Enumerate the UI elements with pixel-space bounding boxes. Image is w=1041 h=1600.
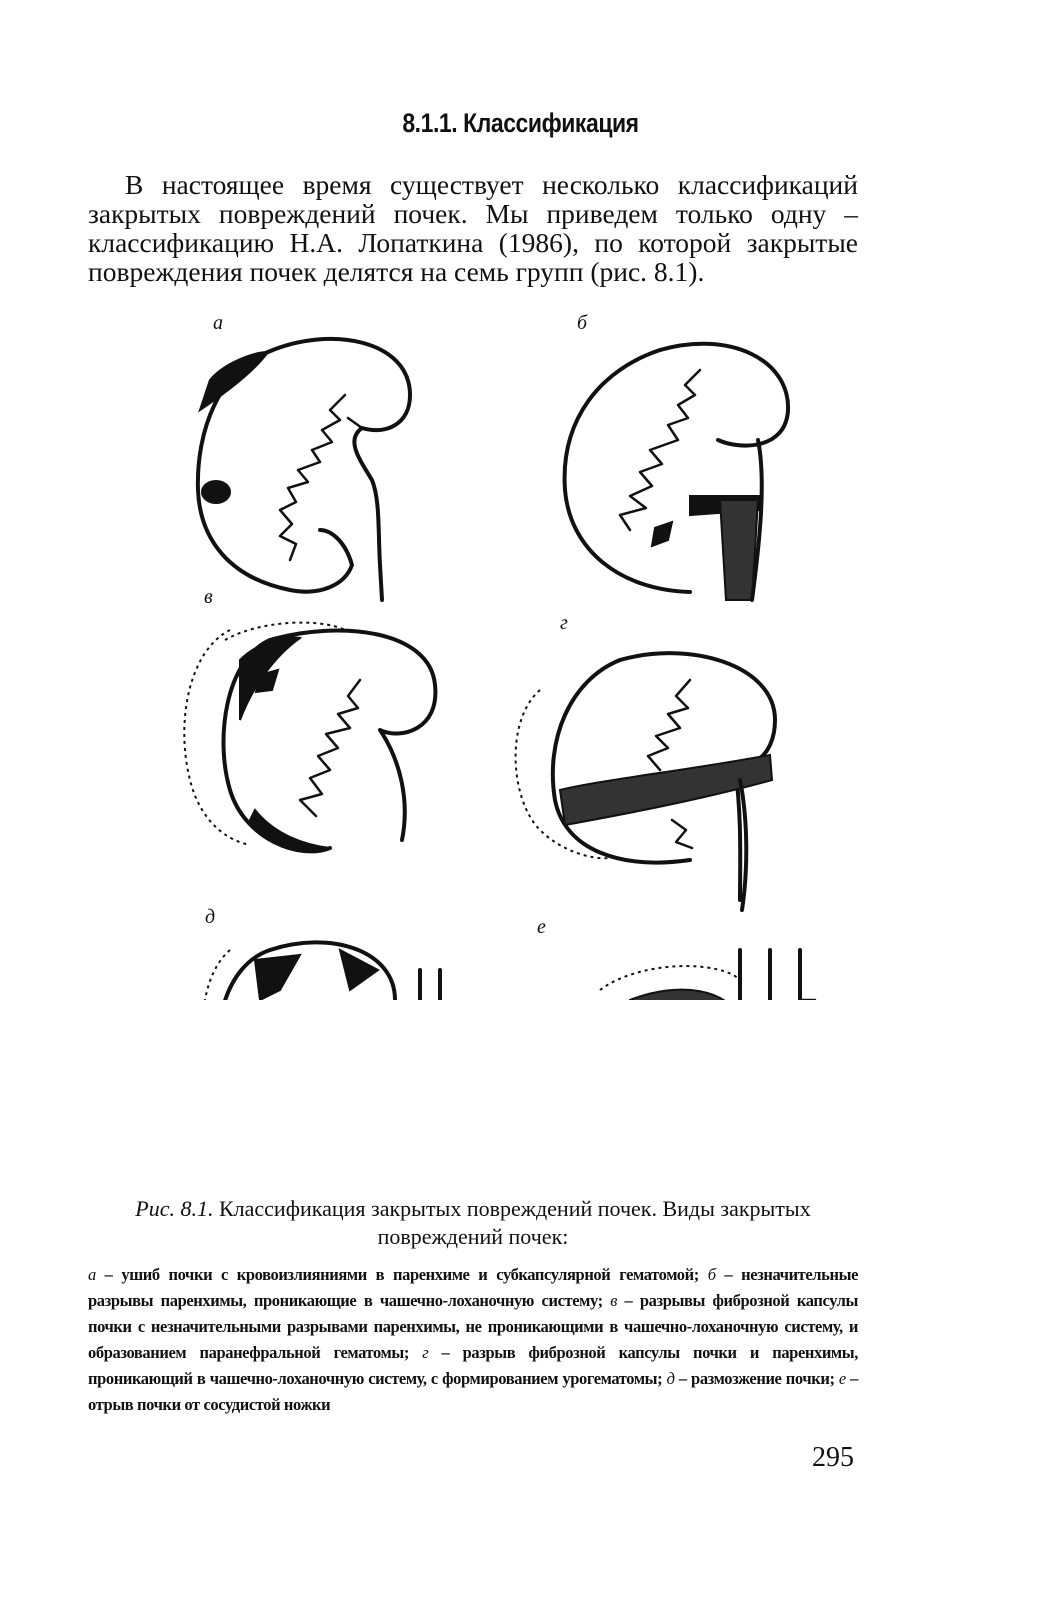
figure-label-v: в	[204, 586, 213, 608]
kidney-drawing-d	[203, 942, 485, 1000]
figure-label-g: г	[560, 612, 568, 634]
section-heading: 8.1.1. Классификация	[402, 108, 639, 138]
intro-paragraph: В настоящее время существует несколько классификаций закрытых повреждений почек. Мы приведем только одну – классификацию Н.А. Лопаткина (1986), по которой закрытые повреждения почек делятся на семь групп (рис. 8.1).	[88, 169, 858, 287]
page-number: 295	[812, 1442, 854, 1473]
legend-letter-d: д	[666, 1369, 675, 1388]
legend-letter-v: в	[610, 1291, 617, 1310]
figure-label-e: е	[537, 916, 546, 938]
kidney-drawing-b	[565, 344, 788, 600]
legend-text-e: – отрыв почки от сосудистой ножки	[88, 1369, 858, 1414]
legend-letter-a: а	[88, 1265, 96, 1284]
figure-label-a: а	[213, 312, 223, 334]
figure-caption-legend	[88, 1262, 858, 1418]
figure-caption	[88, 1195, 858, 1251]
legend-letter-g: г	[422, 1343, 429, 1362]
legend-text-b: – незначительные разрывы паренхимы, проникающие в чашечно-лоханочную систему;	[88, 1265, 859, 1310]
kidney-drawing-g	[516, 653, 775, 910]
kidney-drawing-a	[198, 339, 410, 600]
figure-ref: Рис. 8.1.	[135, 1196, 214, 1221]
legend-text-d: – размозжение почки;	[674, 1369, 839, 1388]
kidney-drawing-e	[525, 950, 815, 1000]
legend-text-v: – разрывы фиброзной капсулы почки с незначительными разрывами паренхимы, не проникающими в чашечно-лоханочную систему, и образованием паранефральной гематомы;	[88, 1291, 858, 1362]
legend-text-a: – ушиб почки с кровоизлияниями в паренхиме и субкапсулярной гематомой;	[95, 1265, 708, 1284]
figure-label-b: б	[577, 312, 588, 334]
legend-letter-e: е	[838, 1369, 846, 1388]
kidney-injury-figure	[0, 300, 1041, 1000]
figure-caption-title: Классификация закрытых повреждений почек. Виды закрытых повреждений почек:	[218, 1196, 811, 1249]
kidney-drawing-v	[184, 623, 435, 852]
figure-label-d: д	[205, 906, 216, 928]
legend-text-g: – разрыв фиброзной капсулы почки и паренхимы, проникающий в чашечно-лоханочную систему, с формированием урогематомы;	[88, 1343, 858, 1388]
legend-letter-b: б	[707, 1265, 716, 1284]
